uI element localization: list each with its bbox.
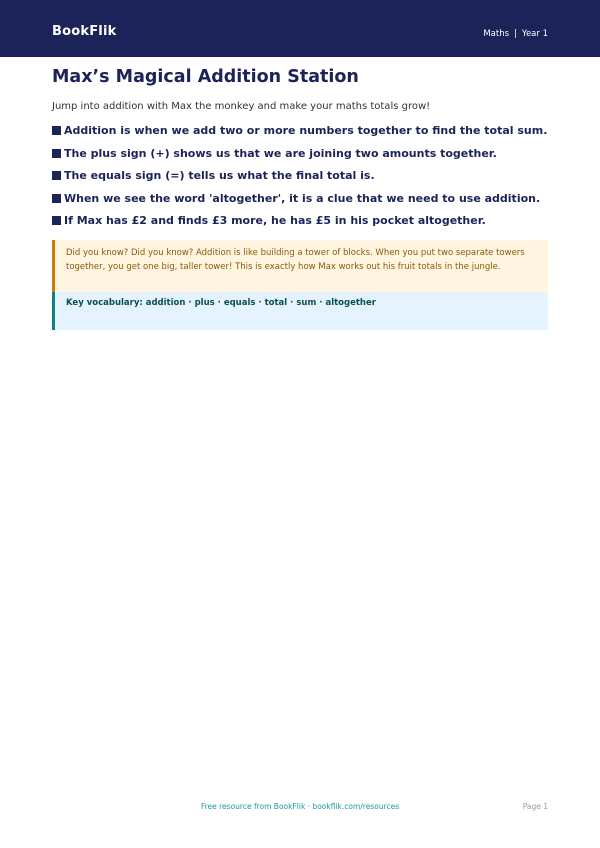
did-you-know-box	[52, 240, 548, 292]
key-point-text: The plus sign (+) shows us that we are joining two amounts together.	[64, 146, 497, 160]
did-you-know-text: Did you know? Did you know? Addition is like building a tower of blocks. When you put two separate towers together, you get one big, taller tower! This is exactly how Max works out his fruit totals in the jungle.	[66, 248, 525, 272]
brand-logo-text[interactable]: BookFlik	[52, 24, 117, 39]
key-point-text: The equals sign (=) tells us what the final total is.	[64, 169, 375, 182]
key-point	[52, 188, 552, 211]
square-bullet-icon	[52, 194, 61, 203]
square-bullet-icon	[52, 216, 61, 225]
year-label: Year 1	[521, 29, 548, 39]
page-title: Max’s Magical Addition Station	[52, 67, 359, 87]
header-bar	[0, 0, 600, 57]
page-number: Page 1	[522, 802, 548, 811]
label-separator: |	[514, 29, 517, 39]
square-bullet-icon	[52, 126, 61, 135]
key-point	[52, 165, 552, 188]
key-vocabulary-box	[52, 292, 548, 330]
subject-year-label	[483, 27, 548, 41]
key-point	[52, 120, 552, 143]
footer-resource-link[interactable]: Free resource from BookFlik · bookflik.com/resources	[200, 802, 400, 811]
key-point	[52, 210, 552, 233]
intro-text: Jump into addition with Max the monkey and make your maths totals grow!	[52, 101, 431, 112]
key-point-text: When we see the word 'altogether', it is a clue that we need to use addition.	[64, 191, 541, 205]
key-point-text: Addition is when we add two or more numbers together to find the total sum.	[64, 124, 548, 137]
key-point-text: If Max has £2 and finds £3 more, he has £5 in his pocket altogether.	[64, 214, 486, 227]
square-bullet-icon	[52, 149, 61, 158]
key-points-list	[52, 120, 552, 233]
key-point	[52, 143, 552, 166]
square-bullet-icon	[52, 171, 61, 180]
key-vocabulary-text: Key vocabulary: addition · plus · equals · total · sum · altogether	[66, 298, 376, 308]
subject-label: Maths	[483, 29, 510, 39]
